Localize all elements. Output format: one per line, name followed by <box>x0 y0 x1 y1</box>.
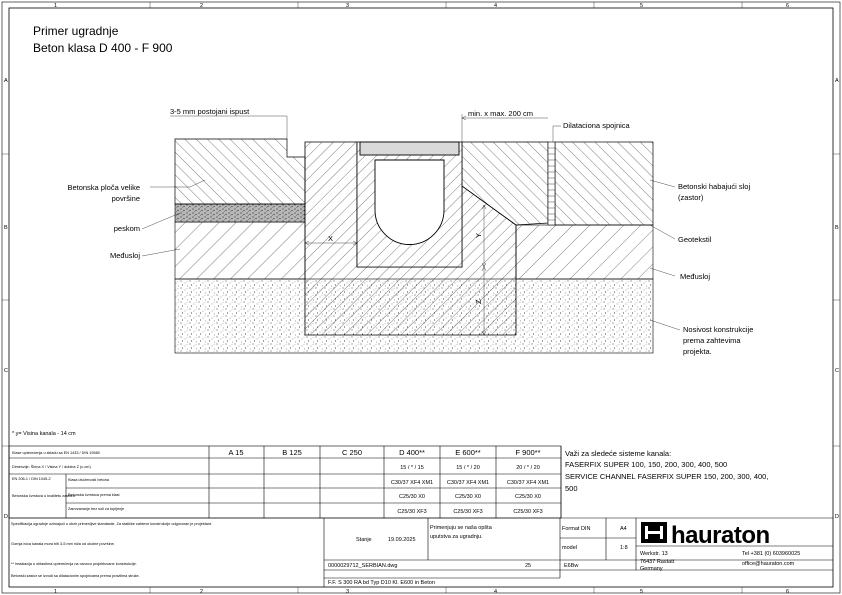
systems-line1: FASERFIX SUPER 100, 150, 200, 300, 400, 500 <box>565 460 728 469</box>
logo-wordmark: hauraton <box>671 522 770 549</box>
drawing-title-line2: Beton klasa D 400 - F 900 <box>33 41 173 55</box>
label-dilatation: Dilataciona spojnica <box>563 121 630 130</box>
format-label: Format DIN <box>562 526 591 532</box>
label-bearing-2: prema zahtevima <box>683 336 741 345</box>
col-label-6: 6 <box>786 3 790 9</box>
frost-e600: C25/30 XF3 <box>453 509 483 515</box>
col-label-1b: 1 <box>54 589 58 595</box>
drawing-code: E6Bw <box>564 563 579 569</box>
concrete-slab-left <box>175 139 305 204</box>
label-top-gap: 3-5 mm postojani ispust <box>170 107 250 116</box>
dim-d400: 15 / * / 15 <box>400 465 424 471</box>
label-sand: peskom <box>113 224 140 233</box>
col-label-2b: 2 <box>200 589 204 595</box>
row-label-c-right: C <box>835 368 839 374</box>
email: office@hauraton.com <box>742 561 795 567</box>
phone: Tel +381 (0) 603960025 <box>742 551 801 557</box>
row-dimensions-label: Dimenzije: Širina X / Visina Y / dubina Z (u cm) <box>12 465 91 469</box>
file-name: 0000029712_SERBIAN.dwg <box>328 563 398 569</box>
label-interlayer-right: Međusloj <box>680 272 711 281</box>
format-value: A4 <box>620 526 627 532</box>
dim-z-label: Z <box>474 299 483 304</box>
state-date: 19.09.2025 <box>388 537 416 543</box>
interlayer-left <box>175 222 305 279</box>
col-label-1: 1 <box>54 3 58 9</box>
row-label-a-right: A <box>835 78 839 84</box>
label-wear-layer-2: (zastor) <box>678 193 704 202</box>
systems-line2: SERVICE CHANNEL FASERFIX SUPER 150, 200, 300, 400, <box>565 472 769 481</box>
std-e600: C25/30 X0 <box>455 494 481 500</box>
col-label-2: 2 <box>200 3 204 9</box>
frost-f900: C25/30 XF3 <box>513 509 543 515</box>
address-line3: Germany <box>640 566 663 572</box>
address-line1: Werkstr. 13 <box>640 551 668 557</box>
label-bearing-3: projekta. <box>683 347 712 356</box>
col-label-4: 4 <box>494 3 498 9</box>
side-code: EN 206-1 / DIN 1045-2 <box>12 477 51 481</box>
label-interlayer-left: Međusloj <box>109 251 140 260</box>
systems-line3: 500 <box>565 484 578 493</box>
row-label-a: A <box>4 78 8 84</box>
channel-grating <box>360 142 459 155</box>
sheet-number: 25 <box>525 563 532 569</box>
channel-cavity <box>375 160 444 245</box>
label-geotextile: Geotekstil <box>678 235 712 244</box>
label-concrete-slab-1: Betonska ploča velike <box>67 183 140 192</box>
interlayer-right <box>516 225 653 279</box>
exp-e600: C30/37 XF4 XM1 <box>446 480 490 486</box>
systems-heading: Važi za sledeće sisteme kanala: <box>565 449 672 458</box>
label-bearing-1: Nosivost konstrukcije <box>683 325 754 334</box>
hauraton-logo-icon <box>641 522 667 543</box>
dim-top-width <box>462 114 548 142</box>
footnote: * y= Visina kanala - 14 cm <box>12 431 76 437</box>
dim-e600: 15 / * / 20 <box>456 465 480 471</box>
remark-line2: uputstva za ugradnju. <box>430 534 483 540</box>
class-c250: C 250 <box>341 448 363 457</box>
dilatation-joint <box>548 142 555 225</box>
col-label-3: 3 <box>346 3 350 9</box>
std-d400: C25/30 X0 <box>399 494 425 500</box>
dim-x-label: X <box>328 234 334 243</box>
row-exposure-label: Klasa izloženosti betona <box>68 478 109 482</box>
scale-value: 1:8 <box>620 545 628 551</box>
label-top-width: min. x max. 200 cm <box>468 109 534 118</box>
row-label-d: D <box>4 514 8 520</box>
state-label: Stanje <box>356 537 372 543</box>
scale-label: model <box>562 545 577 551</box>
note-3: ** Instalacija u oblastima opterećenja na osnovu projektovane konstrukcije. <box>11 562 137 566</box>
row-label-b: B <box>4 225 8 231</box>
drawing-title-line1: Primer ugradnje <box>33 24 119 38</box>
std-f900: C25/30 X0 <box>515 494 541 500</box>
label-wear-layer-1: Betonski habajući sloj <box>678 182 751 191</box>
exp-d400: C30/37 XF4 XM1 <box>390 480 434 486</box>
class-a15: A 15 <box>228 448 244 457</box>
frost-d400: C25/30 XF3 <box>397 509 427 515</box>
remark-line1: Primenjuju se naša opšta <box>430 525 492 531</box>
exp-f900: C30/37 XF4 XM1 <box>506 480 550 486</box>
dim-f900: 20 / * / 20 <box>516 465 540 471</box>
table-header-left: Klase opterećenja u skladu sa EN 1433 / DIN 19580 <box>12 451 100 455</box>
row-label-c: C <box>4 368 8 374</box>
address-line2: 76437 Rastatt <box>640 559 675 565</box>
class-d400: D 400** <box>399 448 425 457</box>
note-1: Specifikacija ugradnje uzimajući u obzir primenljive standarde. Za statičke zahteve konstrukcije odgovoran je projektant. <box>11 522 213 526</box>
row-label-b-right: B <box>835 225 839 231</box>
row-strength-label: Betonska čvrstoća prema klasi <box>68 493 120 497</box>
col-label-5: 5 <box>640 3 644 9</box>
side-note: Betonska čvrstoća u kvalitetu zastora <box>12 494 75 498</box>
label-concrete-slab-2: površine <box>111 194 140 203</box>
class-e600: E 600** <box>455 448 481 457</box>
row-frost-label: Zamrzavanje bez soli za topljenje <box>68 507 125 511</box>
col-label-3b: 3 <box>346 589 350 595</box>
drawing-description: F.F. S 300 RA bd Typ D10 Kl. E600 in Beton <box>328 580 435 586</box>
class-f900: F 900** <box>515 448 541 457</box>
sand-layer <box>175 204 305 222</box>
col-label-4b: 4 <box>494 589 498 595</box>
dim-y-label: Y <box>474 232 483 238</box>
col-label-6b: 6 <box>786 589 790 595</box>
class-b125: B 125 <box>282 448 302 457</box>
row-label-d-right: D <box>835 514 839 520</box>
col-label-5b: 5 <box>640 589 644 595</box>
note-2: Gornja ivica kanala mora biti 3-5 mm niža od okolne površine. <box>11 542 115 546</box>
wear-layer-right-outer <box>555 142 653 225</box>
note-4: Betonski zastor se izvodi sa dilatacionim spojnicama prema pravilima struke. <box>11 574 140 578</box>
